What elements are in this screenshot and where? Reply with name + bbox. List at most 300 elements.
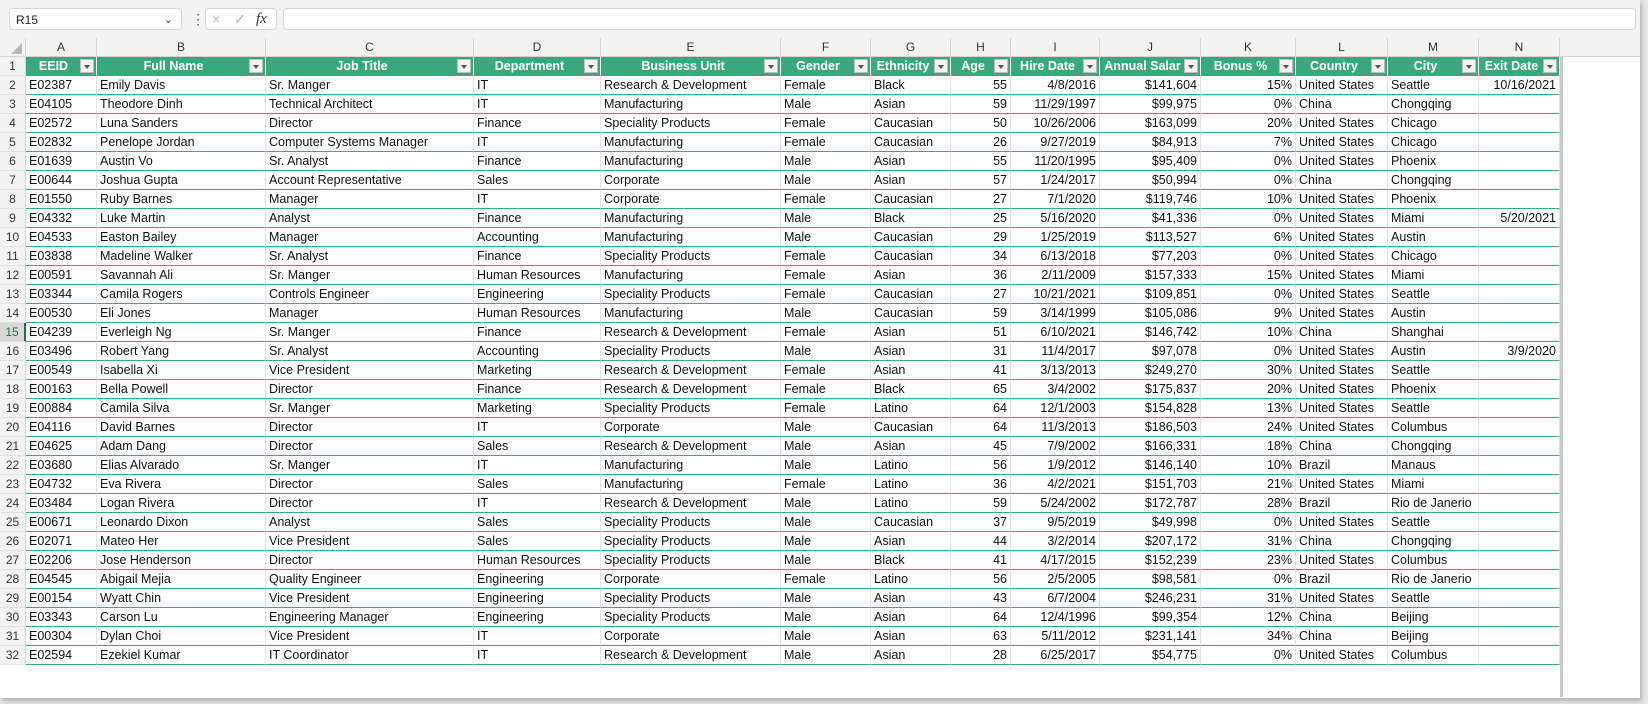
table-cell[interactable]: E04625 [26,437,97,456]
table-cell[interactable] [1479,247,1560,266]
table-cell[interactable]: 2/11/2009 [1011,266,1100,285]
table-cell[interactable]: IT [474,76,601,95]
table-cell[interactable]: IT [474,418,601,437]
table-cell[interactable]: Manufacturing [601,133,781,152]
table-cell[interactable] [1479,323,1560,342]
table-cell[interactable]: Speciality Products [601,608,781,627]
table-cell[interactable]: 10% [1201,190,1296,209]
table-cell[interactable]: 28% [1201,494,1296,513]
table-cell[interactable]: 63 [951,627,1011,646]
table-cell[interactable]: Asian [871,342,951,361]
table-cell[interactable]: 65 [951,380,1011,399]
table-cell[interactable]: $249,270 [1100,361,1201,380]
column-header-f[interactable]: F [781,38,871,57]
row-header[interactable]: 15 [0,323,26,342]
table-cell[interactable]: 41 [951,361,1011,380]
table-cell[interactable]: E04545 [26,570,97,589]
table-cell[interactable]: Director [266,475,474,494]
table-cell[interactable]: Asian [871,361,951,380]
table-cell[interactable]: Finance [474,380,601,399]
table-cell[interactable]: E01550 [26,190,97,209]
table-cell[interactable]: Speciality Products [601,513,781,532]
table-cell[interactable]: 12/4/1996 [1011,608,1100,627]
table-cell[interactable]: E03343 [26,608,97,627]
table-cell[interactable]: 6/10/2021 [1011,323,1100,342]
table-cell[interactable]: Chongqing [1388,171,1479,190]
table-cell[interactable]: Corporate [601,418,781,437]
table-cell[interactable]: Sr. Manger [266,399,474,418]
table-cell[interactable]: $141,604 [1100,76,1201,95]
table-cell[interactable]: Male [781,152,871,171]
row-header[interactable]: 9 [0,209,26,228]
table-cell[interactable]: Miami [1388,266,1479,285]
table-cell[interactable]: Beijing [1388,627,1479,646]
table-cell[interactable]: Male [781,513,871,532]
row-header[interactable]: 13 [0,285,26,304]
column-header-g[interactable]: G [871,38,951,57]
table-cell[interactable]: 36 [951,475,1011,494]
table-cell[interactable]: 27 [951,190,1011,209]
column-header-a[interactable]: A [26,38,97,57]
table-cell[interactable]: Manager [266,190,474,209]
table-cell[interactable]: 11/3/2013 [1011,418,1100,437]
table-cell[interactable]: Camila Silva [97,399,266,418]
row-header[interactable]: 31 [0,627,26,646]
table-cell[interactable]: 5/16/2020 [1011,209,1100,228]
table-cell[interactable]: Seattle [1388,513,1479,532]
table-cell[interactable]: $146,742 [1100,323,1201,342]
header-cell[interactable] [781,57,871,76]
table-cell[interactable]: E04239 [26,323,97,342]
table-cell[interactable]: Manufacturing [601,228,781,247]
table-cell[interactable]: United States [1296,228,1388,247]
table-cell[interactable]: Sales [474,437,601,456]
table-cell[interactable]: Latino [871,570,951,589]
table-cell[interactable]: Speciality Products [601,114,781,133]
table-cell[interactable]: Marketing [474,399,601,418]
table-cell[interactable]: 34% [1201,627,1296,646]
table-cell[interactable]: 56 [951,570,1011,589]
table-cell[interactable]: 6/7/2004 [1011,589,1100,608]
table-cell[interactable]: Finance [474,323,601,342]
table-cell[interactable]: Female [781,190,871,209]
table-cell[interactable]: 0% [1201,247,1296,266]
table-cell[interactable]: Shanghai [1388,323,1479,342]
table-cell[interactable]: Chongqing [1388,437,1479,456]
table-cell[interactable]: Male [781,95,871,114]
column-header-m[interactable]: M [1388,38,1479,57]
table-cell[interactable]: Female [781,247,871,266]
table-cell[interactable]: Male [781,532,871,551]
table-cell[interactable]: $99,354 [1100,608,1201,627]
table-cell[interactable]: 23% [1201,551,1296,570]
row-header[interactable]: 21 [0,437,26,456]
table-cell[interactable]: Phoenix [1388,152,1479,171]
table-cell[interactable]: Asian [871,589,951,608]
table-cell[interactable]: Leonardo Dixon [97,513,266,532]
table-cell[interactable]: E00154 [26,589,97,608]
table-cell[interactable]: Columbus [1388,551,1479,570]
table-cell[interactable]: Caucasian [871,228,951,247]
table-cell[interactable]: 10/16/2021 [1479,76,1560,95]
table-cell[interactable]: United States [1296,266,1388,285]
table-cell[interactable]: $163,099 [1100,114,1201,133]
table-cell[interactable]: 0% [1201,513,1296,532]
table-cell[interactable]: Caucasian [871,285,951,304]
table-cell[interactable]: Manager [266,228,474,247]
row-header[interactable]: 20 [0,418,26,437]
table-cell[interactable]: Male [781,494,871,513]
table-cell[interactable]: Corporate [601,190,781,209]
row-header[interactable]: 23 [0,475,26,494]
table-cell[interactable]: Speciality Products [601,399,781,418]
table-cell[interactable]: 25 [951,209,1011,228]
table-cell[interactable]: Manaus [1388,456,1479,475]
table-cell[interactable]: Carson Lu [97,608,266,627]
table-cell[interactable]: 64 [951,399,1011,418]
table-cell[interactable]: United States [1296,190,1388,209]
table-cell[interactable]: Director [266,551,474,570]
row-header[interactable]: 5 [0,133,26,152]
filter-dropdown-icon[interactable] [80,59,94,73]
table-cell[interactable]: China [1296,627,1388,646]
table-cell[interactable]: 4/8/2016 [1011,76,1100,95]
table-cell[interactable]: 41 [951,551,1011,570]
table-cell[interactable]: Sales [474,532,601,551]
table-cell[interactable]: Accounting [474,342,601,361]
table-cell[interactable]: United States [1296,589,1388,608]
table-cell[interactable] [1479,114,1560,133]
table-cell[interactable]: Analyst [266,513,474,532]
table-cell[interactable]: United States [1296,475,1388,494]
table-cell[interactable]: 10% [1201,456,1296,475]
table-cell[interactable]: E03484 [26,494,97,513]
table-cell[interactable]: 21% [1201,475,1296,494]
table-cell[interactable]: Finance [474,152,601,171]
header-cell[interactable] [1388,57,1479,76]
filter-dropdown-icon[interactable] [584,59,598,73]
row-header[interactable]: 2 [0,76,26,95]
row-header[interactable]: 14 [0,304,26,323]
table-cell[interactable]: Joshua Gupta [97,171,266,190]
table-cell[interactable]: Engineering Manager [266,608,474,627]
table-cell[interactable]: 1/25/2019 [1011,228,1100,247]
table-cell[interactable]: 59 [951,494,1011,513]
table-cell[interactable]: 7/9/2002 [1011,437,1100,456]
table-cell[interactable]: Sales [474,475,601,494]
table-cell[interactable]: 7% [1201,133,1296,152]
header-cell[interactable] [1479,57,1560,76]
table-cell[interactable]: Jose Henderson [97,551,266,570]
table-cell[interactable]: E02832 [26,133,97,152]
table-cell[interactable]: E02572 [26,114,97,133]
table-cell[interactable]: United States [1296,399,1388,418]
table-cell[interactable]: Penelope Jordan [97,133,266,152]
table-cell[interactable]: Speciality Products [601,589,781,608]
table-cell[interactable]: China [1296,608,1388,627]
table-cell[interactable]: E00671 [26,513,97,532]
table-cell[interactable]: Female [781,266,871,285]
table-cell[interactable]: Female [781,285,871,304]
row-header[interactable]: 27 [0,551,26,570]
table-cell[interactable] [1479,152,1560,171]
table-cell[interactable]: Asian [871,95,951,114]
column-header-e[interactable]: E [601,38,781,57]
table-cell[interactable]: Latino [871,456,951,475]
table-cell[interactable]: Seattle [1388,285,1479,304]
table-cell[interactable]: Female [781,323,871,342]
table-cell[interactable]: E00304 [26,627,97,646]
table-cell[interactable]: Asian [871,152,951,171]
row-header[interactable]: 17 [0,361,26,380]
row-header[interactable]: 32 [0,646,26,665]
table-cell[interactable]: $97,078 [1100,342,1201,361]
table-cell[interactable]: 55 [951,76,1011,95]
table-cell[interactable]: 3/2/2014 [1011,532,1100,551]
table-cell[interactable]: Chicago [1388,133,1479,152]
table-cell[interactable]: 18% [1201,437,1296,456]
table-cell[interactable]: Sales [474,171,601,190]
header-cell[interactable] [601,57,781,76]
table-cell[interactable]: 6% [1201,228,1296,247]
table-cell[interactable]: Chicago [1388,114,1479,133]
table-cell[interactable]: 50 [951,114,1011,133]
table-cell[interactable]: Male [781,437,871,456]
table-cell[interactable]: Easton Bailey [97,228,266,247]
table-cell[interactable]: $105,086 [1100,304,1201,323]
table-cell[interactable]: 2/5/2005 [1011,570,1100,589]
table-cell[interactable]: E02071 [26,532,97,551]
table-cell[interactable]: Finance [474,114,601,133]
table-cell[interactable] [1479,361,1560,380]
filter-dropdown-icon[interactable] [1279,59,1293,73]
table-cell[interactable]: Corporate [601,570,781,589]
column-header-i[interactable]: I [1011,38,1100,57]
table-cell[interactable]: Brazil [1296,494,1388,513]
table-cell[interactable]: United States [1296,304,1388,323]
header-cell[interactable] [97,57,266,76]
table-cell[interactable]: $175,837 [1100,380,1201,399]
filter-dropdown-icon[interactable] [457,59,471,73]
table-cell[interactable]: Manufacturing [601,304,781,323]
header-cell[interactable] [1201,57,1296,76]
table-cell[interactable]: Manufacturing [601,209,781,228]
table-cell[interactable]: 34 [951,247,1011,266]
table-cell[interactable]: Emily Davis [97,76,266,95]
table-cell[interactable]: Austin [1388,342,1479,361]
formula-input[interactable] [283,8,1636,30]
table-cell[interactable]: Female [781,475,871,494]
table-cell[interactable]: 0% [1201,209,1296,228]
table-cell[interactable] [1479,399,1560,418]
header-cell[interactable] [871,57,951,76]
table-cell[interactable]: United States [1296,76,1388,95]
table-cell[interactable]: 20% [1201,114,1296,133]
table-cell[interactable]: 31 [951,342,1011,361]
row-header[interactable]: 28 [0,570,26,589]
row-header[interactable]: 11 [0,247,26,266]
table-cell[interactable]: Male [781,456,871,475]
row-header[interactable]: 4 [0,114,26,133]
table-cell[interactable]: Latino [871,475,951,494]
table-cell[interactable]: IT [474,190,601,209]
table-cell[interactable]: Manufacturing [601,456,781,475]
filter-dropdown-icon[interactable] [1371,59,1385,73]
table-cell[interactable] [1479,190,1560,209]
table-cell[interactable]: Research & Development [601,494,781,513]
table-cell[interactable] [1479,418,1560,437]
table-cell[interactable]: IT Coordinator [266,646,474,665]
table-cell[interactable]: E00644 [26,171,97,190]
table-cell[interactable] [1479,475,1560,494]
table-cell[interactable]: Female [781,133,871,152]
table-cell[interactable]: $119,746 [1100,190,1201,209]
table-cell[interactable]: 0% [1201,342,1296,361]
table-cell[interactable]: Manufacturing [601,152,781,171]
table-cell[interactable]: Sales [474,513,601,532]
table-cell[interactable]: 10/21/2021 [1011,285,1100,304]
filter-dropdown-icon[interactable] [854,59,868,73]
table-cell[interactable]: $50,994 [1100,171,1201,190]
table-cell[interactable] [1479,551,1560,570]
table-cell[interactable]: Black [871,76,951,95]
table-cell[interactable]: $109,851 [1100,285,1201,304]
table-cell[interactable]: Female [781,361,871,380]
table-cell[interactable]: China [1296,95,1388,114]
table-cell[interactable]: 3/14/1999 [1011,304,1100,323]
table-cell[interactable]: 37 [951,513,1011,532]
table-cell[interactable]: E00163 [26,380,97,399]
header-cell[interactable] [266,57,474,76]
table-cell[interactable]: 26 [951,133,1011,152]
row-header[interactable]: 6 [0,152,26,171]
table-cell[interactable]: Finance [474,209,601,228]
table-cell[interactable]: Mateo Her [97,532,266,551]
table-cell[interactable]: Bella Powell [97,380,266,399]
table-cell[interactable] [1479,380,1560,399]
table-cell[interactable]: United States [1296,551,1388,570]
table-cell[interactable]: Male [781,209,871,228]
table-cell[interactable]: Female [781,380,871,399]
table-cell[interactable] [1479,589,1560,608]
table-cell[interactable]: 0% [1201,171,1296,190]
table-cell[interactable]: 51 [951,323,1011,342]
table-cell[interactable]: E04533 [26,228,97,247]
table-cell[interactable]: Black [871,551,951,570]
table-cell[interactable]: 9/27/2019 [1011,133,1100,152]
table-cell[interactable] [1479,171,1560,190]
table-cell[interactable]: United States [1296,209,1388,228]
table-cell[interactable]: Vice President [266,532,474,551]
column-header-l[interactable]: L [1296,38,1388,57]
header-cell[interactable] [1011,57,1100,76]
table-cell[interactable]: Male [781,608,871,627]
row-header[interactable]: 7 [0,171,26,190]
table-cell[interactable]: 20% [1201,380,1296,399]
table-cell[interactable]: 0% [1201,285,1296,304]
table-cell[interactable]: Human Resources [474,266,601,285]
table-cell[interactable]: Asian [871,532,951,551]
table-cell[interactable]: Austin [1388,304,1479,323]
table-cell[interactable]: 1/9/2012 [1011,456,1100,475]
row-header[interactable]: 18 [0,380,26,399]
column-header-j[interactable]: J [1100,38,1201,57]
table-cell[interactable]: 0% [1201,95,1296,114]
table-cell[interactable]: $154,828 [1100,399,1201,418]
table-cell[interactable]: Speciality Products [601,532,781,551]
table-cell[interactable]: Speciality Products [601,342,781,361]
table-cell[interactable]: Controls Engineer [266,285,474,304]
table-cell[interactable]: Manufacturing [601,475,781,494]
table-cell[interactable]: Savannah Ali [97,266,266,285]
table-cell[interactable]: 7/1/2020 [1011,190,1100,209]
cancel-icon[interactable]: × [212,11,221,27]
table-cell[interactable]: 11/29/1997 [1011,95,1100,114]
table-cell[interactable]: Madeline Walker [97,247,266,266]
table-cell[interactable]: 31% [1201,589,1296,608]
enter-icon[interactable]: ✓ [234,11,246,27]
table-cell[interactable]: 10% [1201,323,1296,342]
row-header[interactable]: 30 [0,608,26,627]
table-cell[interactable]: $49,998 [1100,513,1201,532]
table-cell[interactable]: $99,975 [1100,95,1201,114]
row-header[interactable]: 16 [0,342,26,361]
table-cell[interactable] [1479,95,1560,114]
filter-dropdown-icon[interactable] [1083,59,1097,73]
table-cell[interactable]: Luna Sanders [97,114,266,133]
table-cell[interactable]: Latino [871,399,951,418]
table-cell[interactable]: 12/1/2003 [1011,399,1100,418]
table-cell[interactable]: Austin [1388,228,1479,247]
table-cell[interactable] [1479,437,1560,456]
row-header[interactable]: 25 [0,513,26,532]
table-cell[interactable]: Wyatt Chin [97,589,266,608]
table-cell[interactable]: 36 [951,266,1011,285]
table-cell[interactable]: 11/4/2017 [1011,342,1100,361]
row-header[interactable]: 10 [0,228,26,247]
table-cell[interactable]: Theodore Dinh [97,95,266,114]
table-cell[interactable]: 59 [951,95,1011,114]
table-cell[interactable]: United States [1296,114,1388,133]
table-cell[interactable]: Latino [871,494,951,513]
table-cell[interactable]: Analyst [266,209,474,228]
table-cell[interactable]: Asian [871,608,951,627]
table-cell[interactable]: United States [1296,152,1388,171]
filter-dropdown-icon[interactable] [1462,59,1476,73]
table-cell[interactable]: 30% [1201,361,1296,380]
table-cell[interactable]: China [1296,171,1388,190]
table-cell[interactable] [1479,266,1560,285]
table-cell[interactable]: Chongqing [1388,532,1479,551]
table-cell[interactable]: Corporate [601,627,781,646]
table-cell[interactable]: China [1296,532,1388,551]
table-cell[interactable]: United States [1296,285,1388,304]
table-cell[interactable]: $146,140 [1100,456,1201,475]
table-cell[interactable]: Brazil [1296,570,1388,589]
insert-function-icon[interactable]: fx [256,11,267,27]
table-cell[interactable]: E00549 [26,361,97,380]
table-cell[interactable] [1479,570,1560,589]
row-header[interactable]: 19 [0,399,26,418]
table-cell[interactable]: $84,913 [1100,133,1201,152]
table-cell[interactable]: Male [781,418,871,437]
table-cell[interactable]: Engineering [474,608,601,627]
row-header[interactable]: 3 [0,95,26,114]
table-cell[interactable]: 0% [1201,570,1296,589]
table-cell[interactable] [1479,304,1560,323]
table-cell[interactable]: Sr. Manger [266,266,474,285]
table-cell[interactable]: United States [1296,418,1388,437]
